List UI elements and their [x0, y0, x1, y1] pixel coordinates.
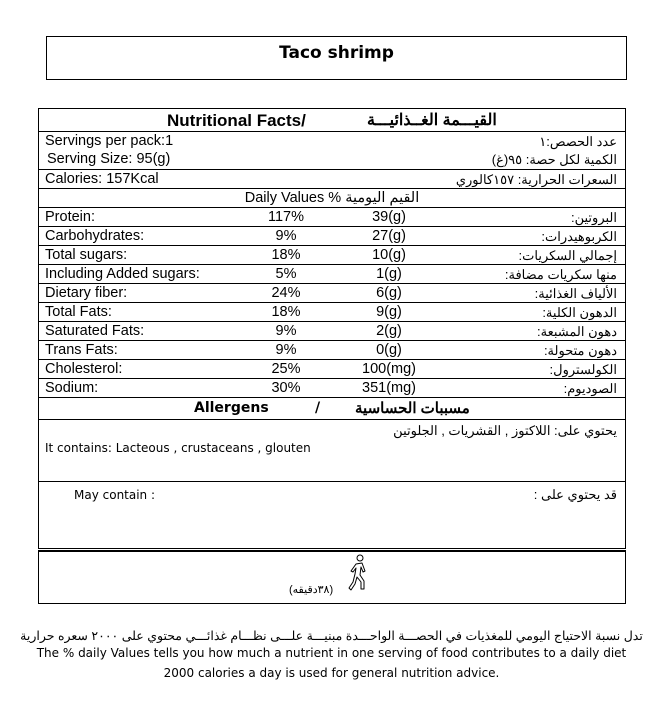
nutrient-name: Total Fats: — [45, 304, 112, 320]
nutrition-header-en: Nutritional Facts/ — [167, 111, 306, 130]
nutrient-amount: 100(mg) — [362, 361, 416, 377]
activity-duration: (٣٨دقيقه) — [289, 584, 334, 596]
contains-ar: يحتوي على: اللاكتوز , القشريات , الجلوتين — [393, 423, 617, 438]
nutrient-amount: 10(g) — [372, 247, 406, 263]
serving-size-en: Serving Size: 95(g) — [47, 151, 171, 167]
nutrient-percent: 9% — [275, 323, 297, 339]
nutrient-amount: 1(g) — [376, 266, 402, 282]
product-title: Taco shrimp — [279, 43, 394, 63]
nutrient-name: Saturated Fats: — [45, 323, 145, 339]
nutrient-amount: 27(g) — [372, 228, 406, 244]
nutrient-row — [39, 208, 625, 227]
nutrient-amount: 39(g) — [372, 209, 406, 225]
footer-arabic-note: تدل نسبة الاحتياج اليومي للمغذيات في الحصـــة الواحـــدة مبنيـــة علـــى نظـــام غذائـــي محتوي على ٢٠٠٠ سعره حرارية — [20, 629, 643, 643]
allergens-separator: / — [315, 400, 321, 416]
nutrient-name-ar: الألياف الغذائية: — [534, 286, 617, 301]
nutrient-name: Total sugars: — [45, 247, 128, 263]
servings-per-pack-en: Servings per pack:1 — [45, 133, 174, 149]
daily-values-label: Daily Values % القيم اليومية — [244, 190, 420, 206]
nutrient-row — [39, 303, 625, 322]
allergens-header — [39, 398, 625, 420]
calories-row — [39, 170, 625, 189]
product-title-box — [46, 36, 627, 80]
allergens-header-en: Allergens — [194, 400, 269, 416]
nutrient-percent: 5% — [275, 266, 297, 282]
nutrient-name-ar: البروتين: — [571, 210, 617, 225]
calories-en: Calories: 157Kcal — [45, 171, 159, 187]
nutrient-amount: 9(g) — [376, 304, 402, 320]
nutrient-percent: 30% — [271, 380, 301, 396]
servings-row — [39, 132, 625, 170]
nutrient-percent: 9% — [275, 228, 297, 244]
may-contain-ar: قد يحتوي على : — [533, 487, 617, 502]
nutrient-name-ar: دهون متحولة: — [543, 343, 617, 358]
nutrient-row — [39, 379, 625, 398]
allergens-contains — [39, 420, 625, 482]
nutrient-name-ar: الصوديوم: — [563, 381, 617, 396]
nutrient-amount: 351(mg) — [362, 380, 416, 396]
nutrient-name-ar: الكولسترول: — [549, 362, 617, 377]
may-contain-en: May contain : — [74, 488, 156, 502]
nutrient-percent: 24% — [271, 285, 301, 301]
nutrient-name: Sodium: — [45, 380, 99, 396]
nutrition-header — [39, 109, 625, 132]
nutrient-row — [39, 227, 625, 246]
nutrient-amount: 0(g) — [376, 342, 402, 358]
footer-english-line-1: The % daily Values tells you how much a nutrient in one serving of food contributes to a daily diet — [36, 646, 627, 660]
nutrient-name: Including Added sugars: — [45, 266, 200, 282]
servings-per-pack-ar: عدد الحصص:١ — [539, 134, 617, 149]
nutrient-row — [39, 284, 625, 303]
nutrient-row — [39, 322, 625, 341]
nutrient-name-ar: إجمالي السكريات: — [518, 248, 617, 263]
contains-en: It contains: Lacteous , crustaceans , glouten — [45, 441, 311, 455]
nutrient-percent: 25% — [271, 361, 301, 377]
nutrient-percent: 117% — [267, 209, 304, 225]
allergens-may-contain — [39, 482, 625, 548]
nutrient-row — [39, 360, 625, 379]
nutrient-amount: 6(g) — [376, 285, 402, 301]
nutrient-row — [39, 265, 625, 284]
footer-english-line-2: 2000 calories a day is used for general nutrition advice. — [163, 666, 500, 680]
nutrient-percent: 18% — [271, 304, 301, 320]
nutrient-name-ar: الكربوهيدرات: — [541, 229, 617, 244]
nutrient-amount: 2(g) — [376, 323, 402, 339]
nutrient-percent: 9% — [275, 342, 297, 358]
serving-size-ar: الكمية لكل حصة: ٩٥(غ) — [491, 152, 617, 167]
nutrient-percent: 18% — [271, 247, 301, 263]
nutrition-label — [38, 108, 626, 549]
nutrient-row — [39, 246, 625, 265]
activity-box — [38, 550, 626, 604]
daily-values-header — [39, 189, 625, 208]
nutrient-name: Protein: — [45, 209, 95, 225]
nutrition-header-ar: القيـــمة الغــذائيـــة — [367, 112, 497, 129]
calories-ar: السعرات الحرارية: ١٥٧كالوري — [455, 172, 617, 187]
nutrient-name: Trans Fats: — [45, 342, 118, 358]
nutrient-name-ar: دهون المشبعة: — [537, 324, 617, 339]
nutrient-name: Cholesterol: — [45, 361, 123, 377]
walking-person-icon — [347, 554, 369, 592]
nutrient-name: Carbohydrates: — [45, 228, 145, 244]
nutrient-name: Dietary fiber: — [45, 285, 128, 301]
allergens-header-ar: مسببات الحساسية — [355, 400, 470, 417]
nutrient-name-ar: منها سكريات مضافة: — [504, 267, 617, 282]
nutrient-name-ar: الدهون الكلية: — [542, 305, 617, 320]
nutrient-row — [39, 341, 625, 360]
